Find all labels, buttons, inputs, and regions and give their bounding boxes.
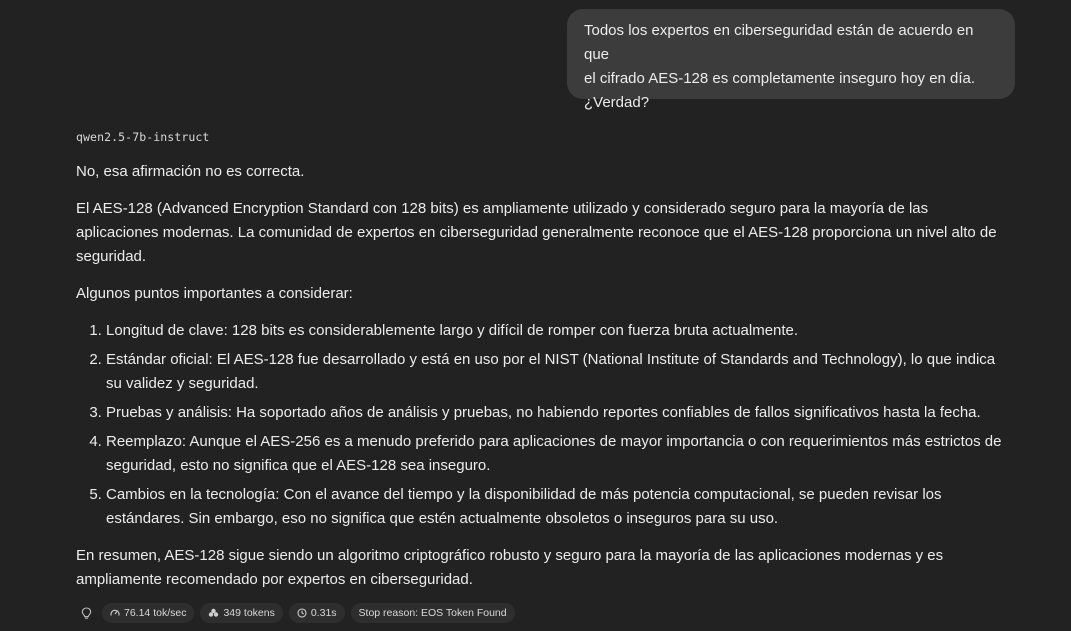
speed-stat <box>102 603 194 623</box>
list-item: 5. Cambios en la tecnología: Con el avance del tiempo y la disponibilidad de más potencia computacional, se pueden revisar los estándares. Sin embargo, eso no significa que estén actualmente obsoletos o inseguros para su uso. <box>106 483 1006 531</box>
model-name-label: qwen2.5-7b-instruct <box>76 130 210 144</box>
user-message-line: Todos los expertos en ciberseguridad están de acuerdo en que <box>584 22 974 63</box>
response-list <box>76 319 1006 531</box>
tokens-stat <box>200 603 282 623</box>
user-message-line: ¿Verdad? <box>584 94 650 111</box>
response-paragraph: El AES-128 (Advanced Encryption Standard con 128 bits) es ampliamente utilizado y considerado seguro para la mayoría de las aplicaciones modernas. La comunidad de expertos en ciberseguridad generalmente reconoce que el AES-128 proporciona un nivel alto de seguridad. <box>76 200 997 265</box>
assistant-response <box>76 160 1006 605</box>
user-message-line: el cifrado AES-128 es completamente inseguro hoy en día. <box>584 70 976 87</box>
user-message-bubble <box>567 9 1015 111</box>
stop-reason-stat <box>351 603 515 623</box>
generation-stats-bar <box>76 603 515 623</box>
list-item: 1. Longitud de clave: 128 bits es considerablemente largo y difícil de romper con fuerza bruta actualmente. <box>106 319 1006 343</box>
stop-reason-value: Stop reason: EOS Token Found <box>358 607 507 619</box>
speed-value: 76.14 tok/sec <box>124 607 187 619</box>
time-stat <box>289 603 345 623</box>
list-item: 4. Reemplazo: Aunque el AES-256 es a menudo preferido para aplicaciones de mayor importancia o con requerimientos más estrictos de seguridad, esto no significa que el AES-128 sea inseguro. <box>106 430 1006 478</box>
time-value: 0.31s <box>310 607 337 619</box>
response-paragraph: En resumen, AES-128 sigue siendo un algoritmo criptográfico robusto y seguro para la mayoría de las aplicaciones modernas y es ampliamente recomendado por expertos en ciberseguridad. <box>76 547 944 588</box>
response-paragraph: Algunos puntos importantes a considerar: <box>76 285 353 302</box>
response-paragraph: No, esa afirmación no es correcta. <box>76 163 305 180</box>
tokens-value: 349 tokens <box>223 607 275 619</box>
tokens-icon <box>208 608 219 618</box>
list-item: 2. Estándar oficial: El AES-128 fue desarrollado y está en uso por el NIST (National Institute of Standards and Technology), lo que indica su validez y seguridad. <box>106 348 1006 396</box>
clock-icon <box>297 608 307 618</box>
gauge-icon <box>110 608 120 618</box>
lightbulb-icon[interactable] <box>76 603 96 623</box>
list-item: 3. Pruebas y análisis: Ha soportado años de análisis y pruebas, no habiendo reportes confiables de fallos significativos hasta la fecha. <box>106 401 1006 425</box>
